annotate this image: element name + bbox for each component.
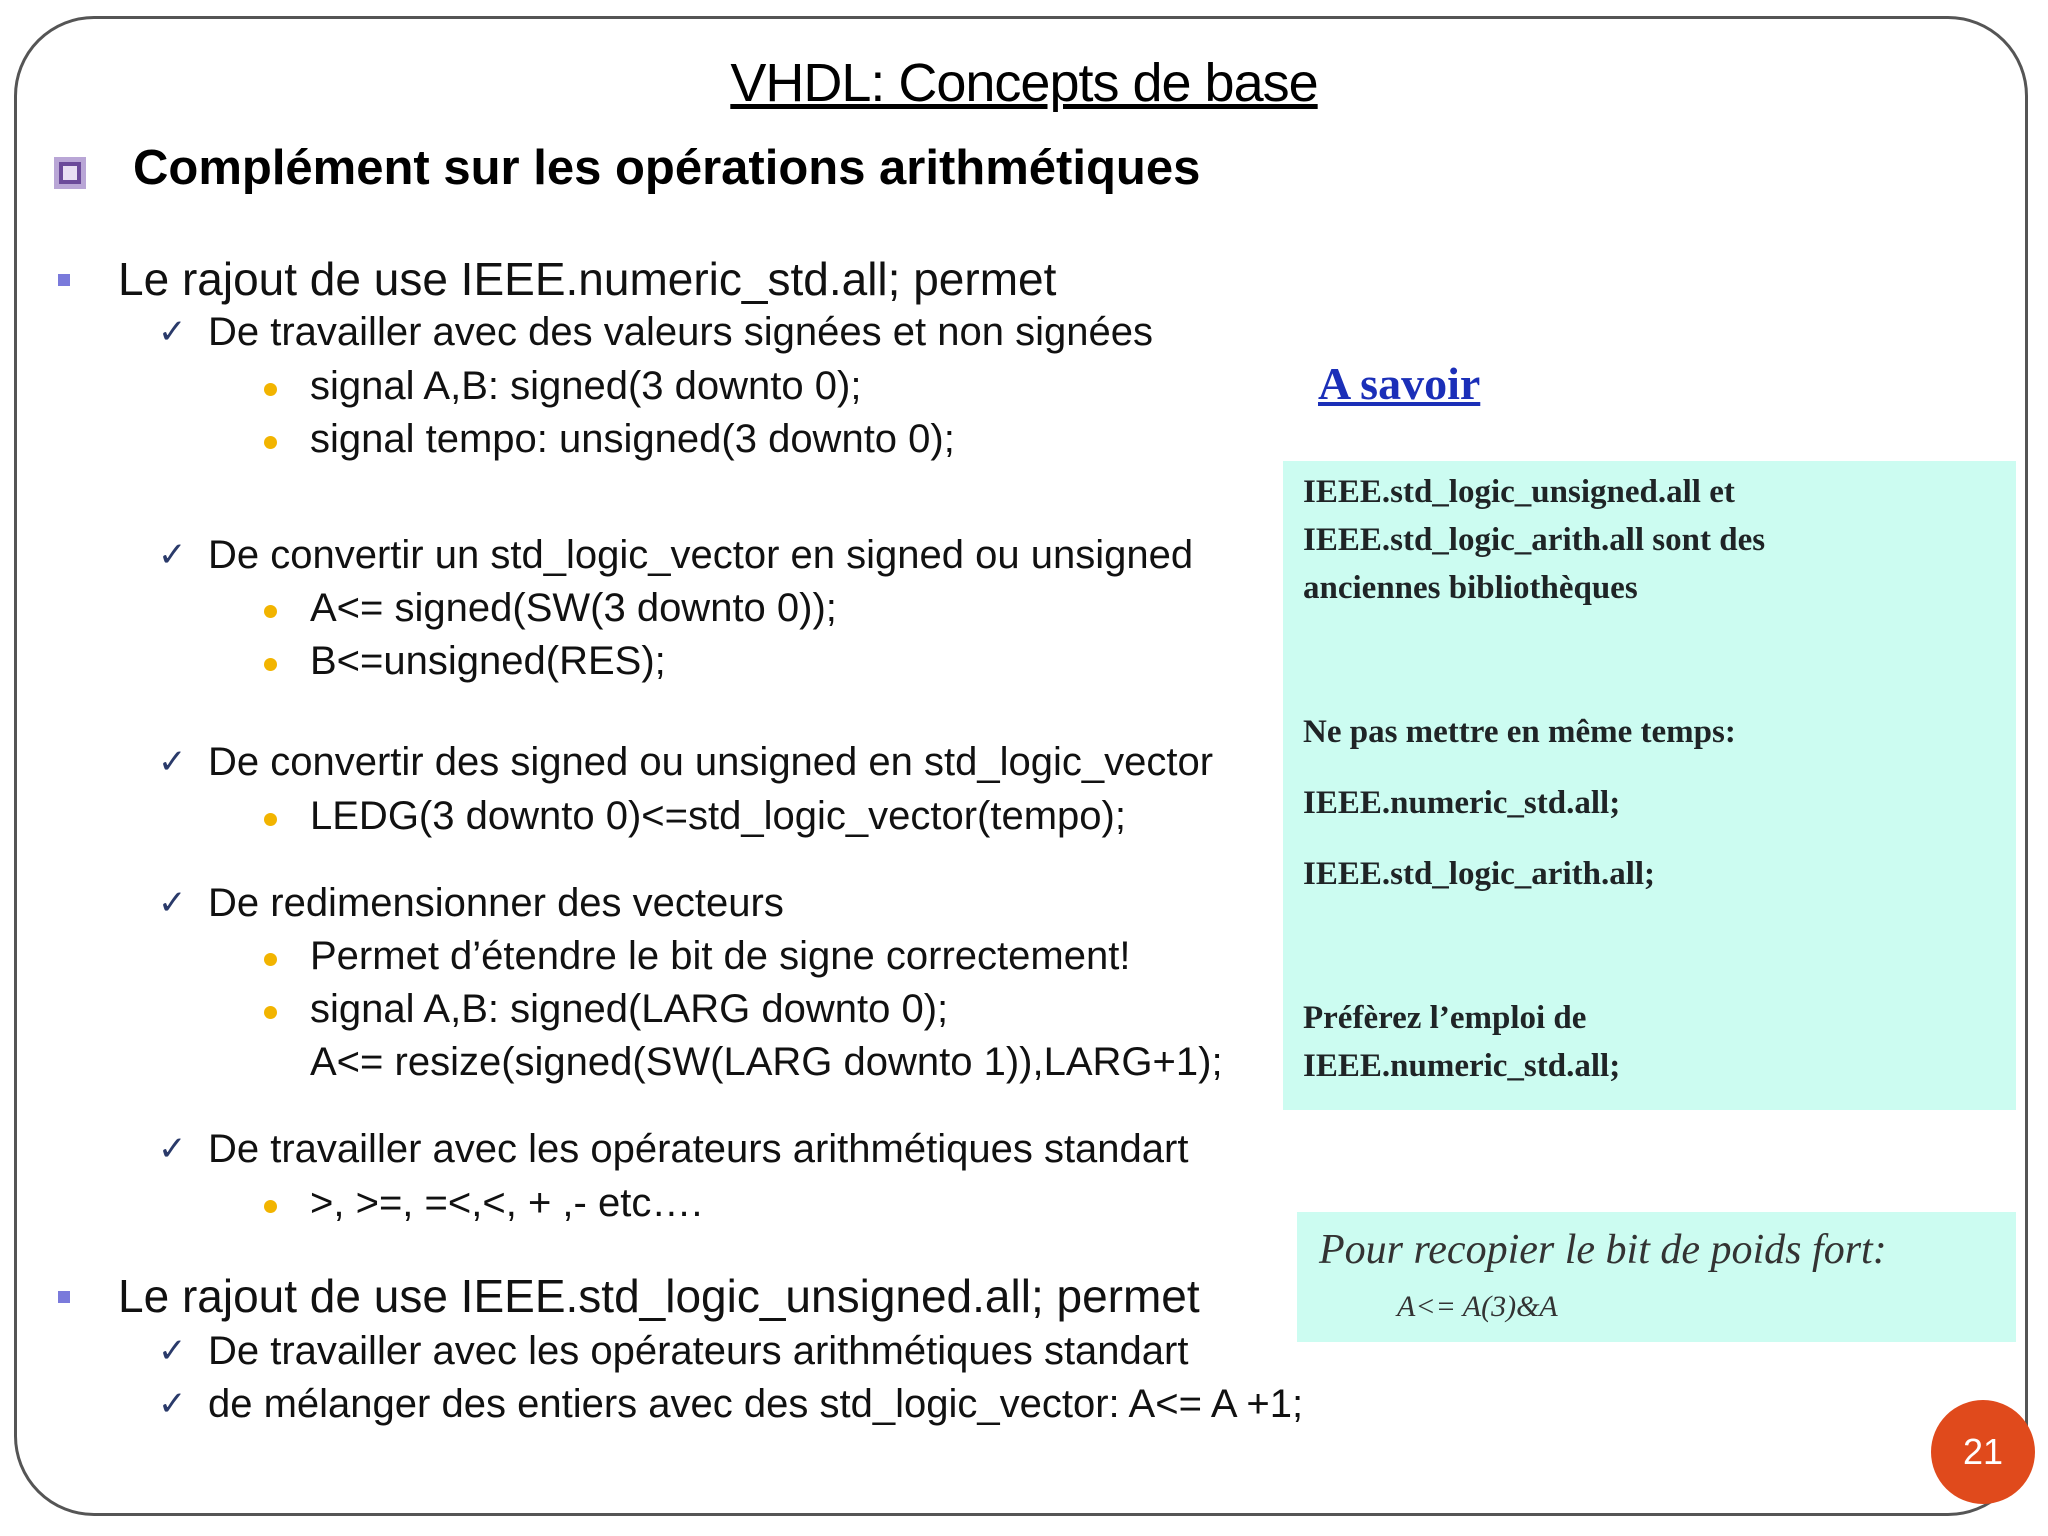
check-icon: ✓ — [158, 1384, 187, 1424]
code-line: A<= signed(SW(3 downto 0)); — [310, 586, 837, 630]
dot-bullet-icon — [264, 658, 277, 671]
code-line: signal A,B: signed(3 downto 0); — [310, 364, 862, 408]
text-line: Permet d’étendre le bit de signe correctement! — [310, 934, 1131, 978]
square-bullet-icon — [58, 274, 70, 286]
info-line: IEEE.std_logic_arith.all sont des — [1303, 522, 1766, 558]
info-line: IEEE.numeric_std.all; — [1303, 785, 1621, 821]
code-line: signal A,B: signed(LARG downto 0); — [310, 987, 949, 1031]
dot-bullet-icon — [264, 605, 277, 618]
code-line: A<= resize(signed(SW(LARG downto 1)),LARG+1); — [310, 1040, 1223, 1084]
tip-heading: Pour recopier le bit de poids fort: — [1319, 1227, 1887, 1273]
info-line: IEEE.numeric_std.all; — [1303, 1048, 1621, 1084]
sub-bullet-resize: De redimensionner des vecteurs — [208, 881, 784, 925]
square-bullet-icon — [58, 1291, 70, 1303]
info-line: anciennes bibliothèques — [1303, 570, 1638, 606]
square-bullet-icon — [54, 157, 86, 189]
bullet-std-logic-unsigned: Le rajout de use IEEE.std_logic_unsigned.all; permet — [118, 1270, 1200, 1322]
info-line: IEEE.std_logic_arith.all; — [1303, 856, 1656, 892]
code-line: LEDG(3 downto 0)<=std_logic_vector(tempo); — [310, 794, 1126, 838]
dot-bullet-icon — [264, 1200, 277, 1213]
sub-bullet-mix-integers: de mélanger des entiers avec des std_logic_vector: A<= A +1; — [208, 1382, 1304, 1426]
dot-bullet-icon — [264, 953, 277, 966]
tip-box — [1297, 1212, 2016, 1342]
dot-bullet-icon — [264, 436, 277, 449]
code-line: signal tempo: unsigned(3 downto 0); — [310, 417, 955, 461]
page-number: 21 — [1931, 1400, 2035, 1504]
check-icon: ✓ — [158, 742, 187, 782]
sub-bullet-signed-unsigned: De travailler avec des valeurs signées et non signées — [208, 310, 1153, 354]
dot-bullet-icon — [264, 1006, 277, 1019]
a-savoir-heading: A savoir — [1318, 358, 1481, 409]
check-icon: ✓ — [158, 1129, 187, 1169]
info-box — [1283, 461, 2016, 1110]
check-icon: ✓ — [158, 1331, 187, 1371]
code-line: B<=unsigned(RES); — [310, 639, 666, 683]
dot-bullet-icon — [264, 383, 277, 396]
code-line: >, >=, =<,<, + ,- etc…. — [310, 1181, 703, 1225]
sub-bullet-convert-to-slv: De convertir des signed ou unsigned en std_logic_vector — [208, 740, 1214, 784]
dot-bullet-icon — [264, 813, 277, 826]
tip-code: A<= A(3)&A — [1397, 1290, 1558, 1323]
bullet-numeric-std: Le rajout de use IEEE.numeric_std.all; permet — [118, 253, 1057, 305]
slide-subtitle: Complément sur les opérations arithmétiques — [133, 141, 1201, 195]
check-icon: ✓ — [158, 312, 187, 352]
check-icon: ✓ — [158, 535, 187, 575]
sub-bullet-operators: De travailler avec les opérateurs arithmétiques standart — [208, 1127, 1189, 1171]
info-line: IEEE.std_logic_unsigned.all et — [1303, 474, 1735, 510]
sub-bullet-operators-2: De travailler avec les opérateurs arithmétiques standart — [208, 1329, 1189, 1373]
info-line: Ne pas mettre en même temps: — [1303, 714, 1736, 750]
check-icon: ✓ — [158, 883, 187, 923]
slide-title: VHDL: Concepts de base — [730, 53, 1318, 113]
info-line: Préfèrez l’emploi de — [1303, 1000, 1587, 1036]
sub-bullet-convert-slv: De convertir un std_logic_vector en signed ou unsigned — [208, 533, 1194, 577]
